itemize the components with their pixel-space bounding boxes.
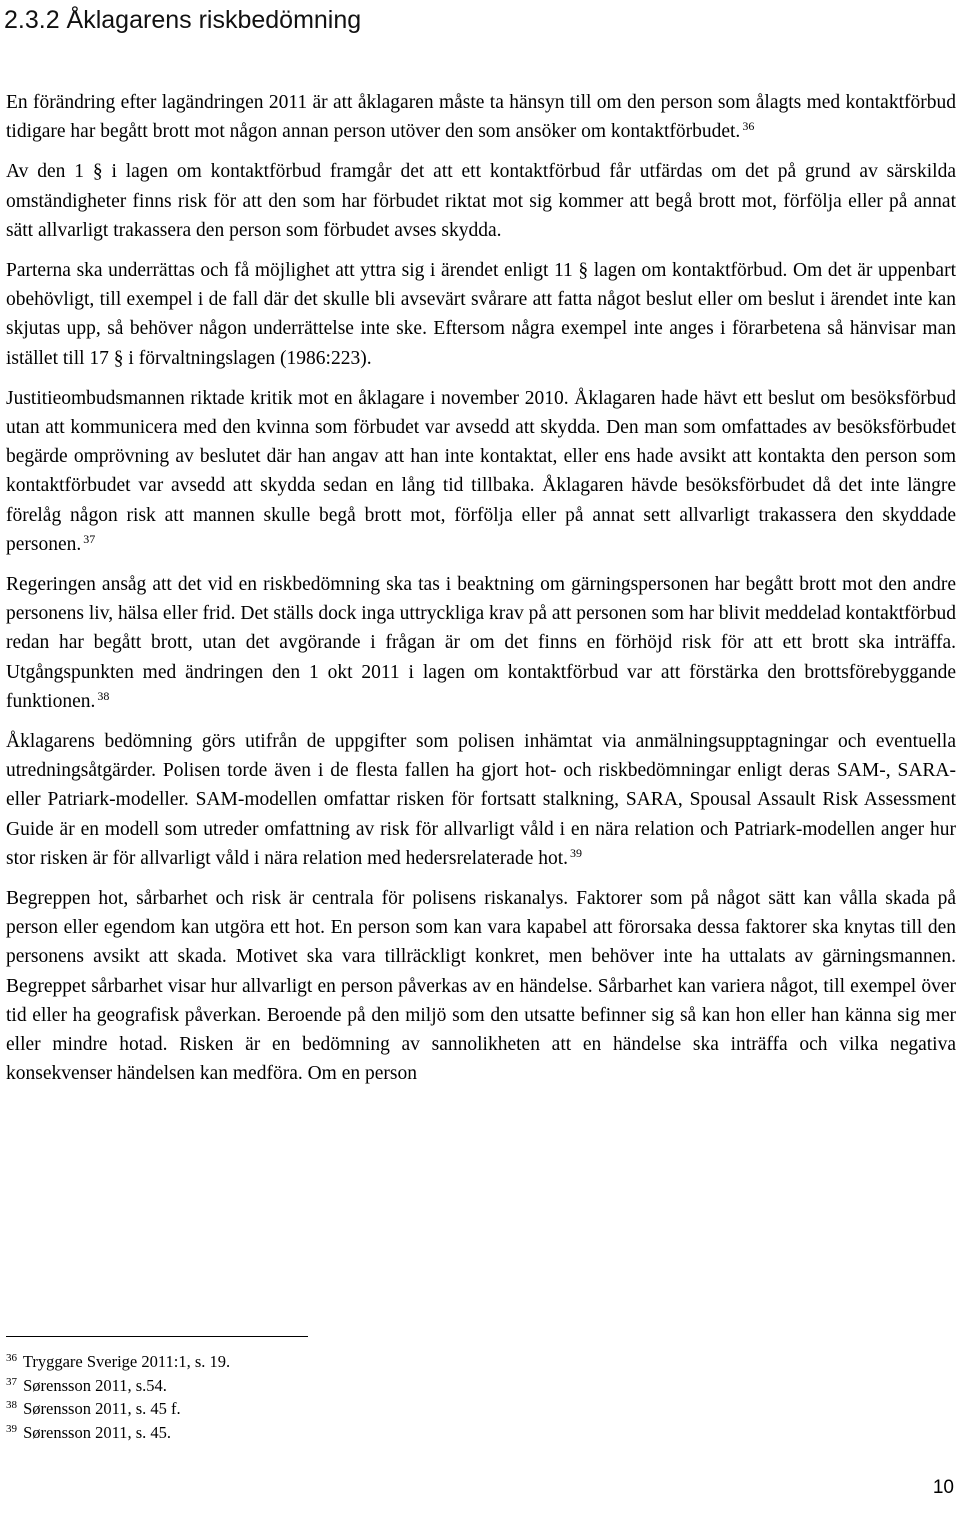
footnote-ref: 39 — [570, 845, 583, 860]
paragraph-text: Parterna ska underrättas och få möjlighet att yttra sig i ärendet enligt 11 § lagen om kontaktförbud. Om det är uppenbart obehövligt, till exempel i de fall där det skulle bli avsevärt svårare att fatta något beslut eller om beslut i ärendet inte kan skjutas upp, så behöver någon underrättelse inte ske. Eftersom några exempel inte anges i förarbetena så hänvisar man istället till 17 § i förvaltningslagen (1986:223). — [6, 260, 956, 369]
footnote — [6, 1350, 606, 1374]
footnote-ref: 36 — [742, 119, 755, 134]
footnote — [6, 1421, 606, 1445]
page-number: 10 — [932, 1477, 954, 1498]
section-heading: 2.3.2 Åklagarens riskbedömning — [4, 6, 362, 34]
footnote-ref: 38 — [97, 688, 110, 703]
paragraph-text: En förändring efter lagändringen 2011 är att åklagaren måste ta hänsyn till om den person som ålagts med kontaktförbud tidigare har begått brott mot någon annan person utöver den som ansöker om kontaktförbudet. — [6, 92, 956, 143]
paragraph-text: Åklagarens bedömning görs utifrån de uppgifter som polisen inhämtat via anmälningsupptagningar och eventuella utredningsåtgärder. Polisen torde även i de flesta fallen ha gjort hot- och riskbedömningar enligt deras SAM-, SARA- eller Patriark-modeller. SAM-modellen omfattar risken för fortsatt stalkning, SARA, Spousal Assault Risk Assessment Guide är en modell som utreder omfattning av risk för allvarligt våld i en nära relation och Patriark-modellen anger hur stor risken är för allvarligt våld i nära relation med hedersrelaterade hot. — [6, 731, 956, 869]
footnotes — [6, 1350, 606, 1444]
footnote-text: Tryggare Sverige 2011:1, s. 19. — [22, 1352, 231, 1371]
paragraph-text: Begreppen hot, sårbarhet och risk är centrala för polisens riskanalys. Faktorer som på något sätt kan vålla skada på person eller egendom kan utgöra ett hot. En person som kan vara kapabel att förorsaka dessa faktorer ska knytas till den personens avsikt att skada. Motivet ska vara tillräckligt konkret, men behöver inte ha uttalats av gärningsmannen. Begreppet sårbarhet visar hur allvarligt en person påverkas av en händelse. Sårbarhet kan variera något, till exempel över tid eller ha geografisk påverkan. Beroende på den miljö som den utsatte befinner sig så kan hon eller han känna sig mer eller mindre hotad. Risken är en bedömning av sannolikheten att en händelse ska inträffa och vilka negativa konsekvenser händelsen kan medföra. Om en person — [6, 888, 956, 1085]
footnote-text: Sørensson 2011, s. 45 f. — [23, 1399, 181, 1418]
paragraph-text: Av den 1 § i lagen om kontaktförbud framgår det att ett kontaktförbud får utfärdas om det på grund av särskilda omständigheter finns risk för att den som har förbudet riktat mot sig kommer att begå brott mot, förfölja eller på annat sätt allvarligt trakassera den person som förbudet avses skydda. — [6, 161, 956, 241]
paragraph — [6, 88, 956, 146]
paragraph — [6, 884, 956, 1088]
body-text — [6, 88, 956, 1100]
footnote-number: 36 — [6, 1352, 17, 1364]
paragraph — [6, 256, 956, 373]
footnote — [6, 1397, 606, 1421]
footnote-number: 38 — [6, 1399, 17, 1411]
paragraph-text: Regeringen ansåg att det vid en riskbedömning ska tas i beaktning om gärningspersonen har begått brott mot den andre personens liv, hälsa eller frid. Det ställs dock inga uttryckliga krav på att personen som har blivit meddelad kontaktförbud redan har begått brott, utan det avgörande i frågan är om det finns en förhöjd risk för att ett brott ska inträffa. Utgångspunkten med ändringen den 1 okt 2011 i lagen om kontaktförbud var att förstärka den brottsförebyggande funktionen. — [6, 574, 956, 712]
footnote-text: Sørensson 2011, s. 45. — [23, 1422, 172, 1442]
footnote-text: Sørensson 2011, s.54. — [23, 1375, 167, 1395]
footnote-number: 37 — [6, 1375, 17, 1388]
footnote-ref: 37 — [83, 531, 96, 546]
paragraph — [6, 157, 956, 245]
paragraph — [6, 384, 956, 559]
paragraph-text: Justitieombudsmannen riktade kritik mot en åklagare i november 2010. Åklagaren hade hävt ett beslut om besöksförbud utan att kommunicera med den kvinna som förbudet var avsedd att skydda. Den man som omfattades av besöksförbudet begärde omprövning av beslutet där han angav att han inte kontaktat, eller ens hade avsikt att kontakta den person som kontaktförbudet var avsedd att skydda sedan en lång tid tillbaka. Åklagaren hävde besöksförbudet då det inte längre förelåg någon risk att mannen skulle begå brott mot, förfölja eller på annat sett allvarligt trakassera den skyddade personen. — [6, 387, 956, 555]
footnote-number: 39 — [6, 1422, 17, 1435]
paragraph — [6, 727, 956, 873]
paragraph — [6, 570, 956, 716]
footnote-divider — [6, 1336, 308, 1337]
footnote — [6, 1374, 606, 1398]
